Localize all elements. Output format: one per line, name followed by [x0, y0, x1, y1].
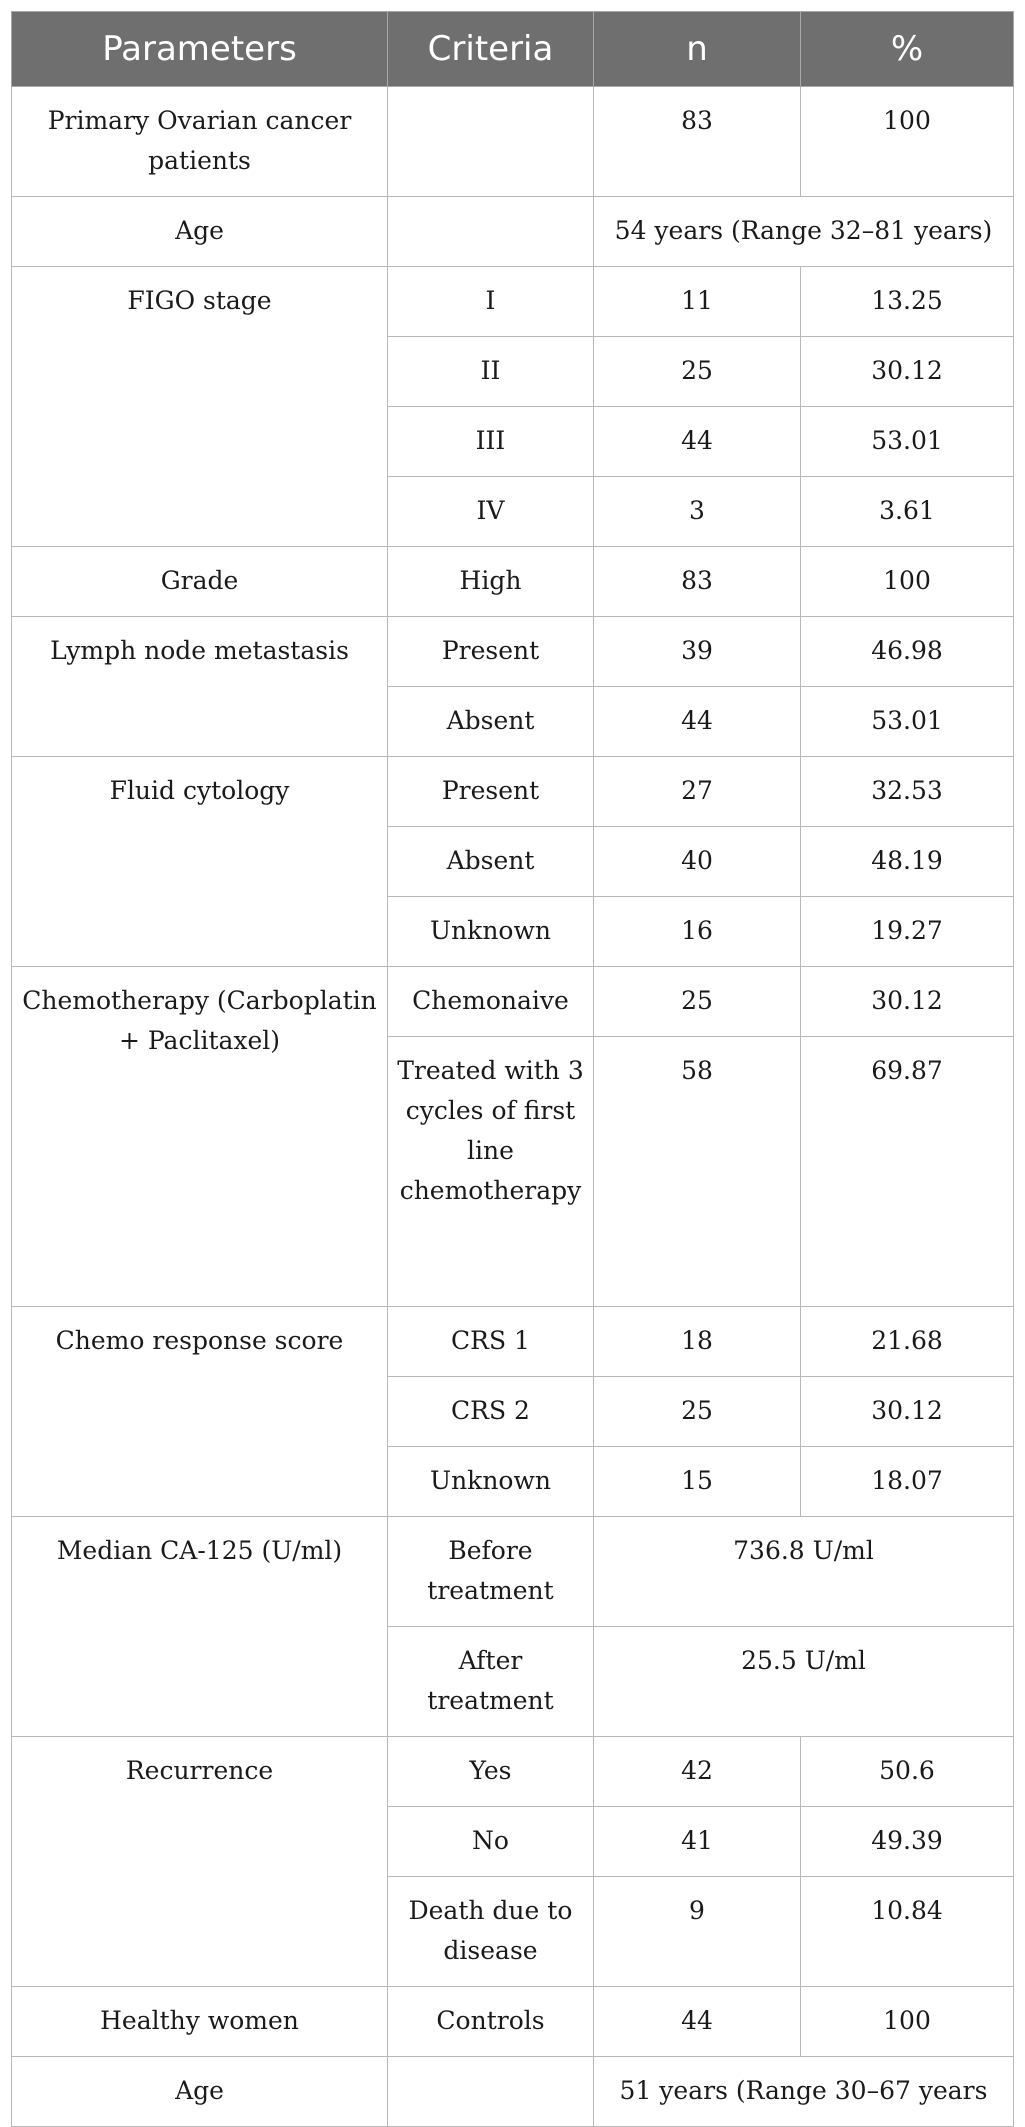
- percent-cell: 46.98: [801, 617, 1014, 687]
- parameter-cell: Healthy women: [12, 1987, 388, 2057]
- n-cell: 83: [594, 547, 801, 617]
- parameter-cell: Grade: [12, 547, 388, 617]
- n-cell: 9: [594, 1877, 801, 1987]
- criteria-cell: IV: [388, 477, 594, 547]
- table-row: [12, 967, 1014, 1037]
- criteria-cell: [388, 197, 594, 267]
- n-cell: 41: [594, 1807, 801, 1877]
- percent-cell: 69.87: [801, 1037, 1014, 1307]
- patient-characteristics-table: [11, 11, 1014, 2127]
- criteria-cell: Before treatment: [388, 1517, 594, 1627]
- table-row: [12, 1307, 1014, 1377]
- criteria-cell: Present: [388, 617, 594, 687]
- percent-cell: 30.12: [801, 1377, 1014, 1447]
- n-cell: 39: [594, 617, 801, 687]
- n-cell: 11: [594, 267, 801, 337]
- n-cell: 44: [594, 1987, 801, 2057]
- table-row: [12, 87, 1014, 197]
- criteria-cell: III: [388, 407, 594, 477]
- value-cell: 54 years (Range 32–81 years): [594, 197, 1014, 267]
- criteria-cell: Treated with 3 cycles of first line chemotherapy: [388, 1037, 594, 1307]
- n-cell: 25: [594, 337, 801, 407]
- parameter-cell: FIGO stage: [12, 267, 388, 547]
- n-cell: 58: [594, 1037, 801, 1307]
- criteria-cell: Absent: [388, 827, 594, 897]
- percent-cell: 21.68: [801, 1307, 1014, 1377]
- criteria-cell: Controls: [388, 1987, 594, 2057]
- header-row: [12, 12, 1014, 87]
- table-row: [12, 1517, 1014, 1627]
- percent-cell: 10.84: [801, 1877, 1014, 1987]
- percent-cell: 100: [801, 1987, 1014, 2057]
- criteria-cell: CRS 2: [388, 1377, 594, 1447]
- criteria-cell: [388, 2057, 594, 2127]
- n-cell: 40: [594, 827, 801, 897]
- n-cell: 44: [594, 687, 801, 757]
- percent-cell: 3.61: [801, 477, 1014, 547]
- parameter-cell: Fluid cytology: [12, 757, 388, 967]
- n-cell: 27: [594, 757, 801, 827]
- percent-cell: 53.01: [801, 407, 1014, 477]
- percent-cell: 18.07: [801, 1447, 1014, 1517]
- percent-cell: 100: [801, 87, 1014, 197]
- n-cell: 15: [594, 1447, 801, 1517]
- n-cell: 42: [594, 1737, 801, 1807]
- criteria-cell: II: [388, 337, 594, 407]
- value-cell: 51 years (Range 30–67 years: [594, 2057, 1014, 2127]
- criteria-cell: No: [388, 1807, 594, 1877]
- header-percent: %: [801, 12, 1014, 87]
- header-n: n: [594, 12, 801, 87]
- criteria-cell: CRS 1: [388, 1307, 594, 1377]
- criteria-cell: Chemonaive: [388, 967, 594, 1037]
- percent-cell: 53.01: [801, 687, 1014, 757]
- table-row: [12, 197, 1014, 267]
- table-row: [12, 757, 1014, 827]
- criteria-cell: After treatment: [388, 1627, 594, 1737]
- criteria-cell: Unknown: [388, 897, 594, 967]
- percent-cell: 30.12: [801, 967, 1014, 1037]
- n-cell: 44: [594, 407, 801, 477]
- n-cell: 3: [594, 477, 801, 547]
- criteria-cell: Unknown: [388, 1447, 594, 1517]
- n-cell: 16: [594, 897, 801, 967]
- criteria-cell: Present: [388, 757, 594, 827]
- percent-cell: 13.25: [801, 267, 1014, 337]
- percent-cell: 19.27: [801, 897, 1014, 967]
- table-row: [12, 1987, 1014, 2057]
- percent-cell: 32.53: [801, 757, 1014, 827]
- n-cell: 83: [594, 87, 801, 197]
- criteria-cell: Death due to disease: [388, 1877, 594, 1987]
- percent-cell: 49.39: [801, 1807, 1014, 1877]
- n-cell: 25: [594, 1377, 801, 1447]
- parameter-cell: Lymph node metastasis: [12, 617, 388, 757]
- value-cell: 25.5 U/ml: [594, 1627, 1014, 1737]
- table-row: [12, 547, 1014, 617]
- parameter-cell: Age: [12, 2057, 388, 2127]
- table-row: [12, 617, 1014, 687]
- criteria-cell: Absent: [388, 687, 594, 757]
- percent-cell: 100: [801, 547, 1014, 617]
- parameter-cell: Primary Ovarian cancer patients: [12, 87, 388, 197]
- criteria-cell: [388, 87, 594, 197]
- table-row: [12, 267, 1014, 337]
- value-cell: 736.8 U/ml: [594, 1517, 1014, 1627]
- percent-cell: 48.19: [801, 827, 1014, 897]
- percent-cell: 50.6: [801, 1737, 1014, 1807]
- table-row: [12, 1737, 1014, 1807]
- percent-cell: 30.12: [801, 337, 1014, 407]
- parameter-cell: Recurrence: [12, 1737, 388, 1987]
- parameter-cell: Chemotherapy (Carboplatin + Paclitaxel): [12, 967, 388, 1307]
- criteria-cell: Yes: [388, 1737, 594, 1807]
- header-criteria: Criteria: [388, 12, 594, 87]
- parameter-cell: Chemo response score: [12, 1307, 388, 1517]
- header-parameters: Parameters: [12, 12, 388, 87]
- criteria-cell: I: [388, 267, 594, 337]
- parameter-cell: Age: [12, 197, 388, 267]
- criteria-cell: High: [388, 547, 594, 617]
- n-cell: 18: [594, 1307, 801, 1377]
- parameter-cell: Median CA-125 (U/ml): [12, 1517, 388, 1737]
- table-row: [12, 2057, 1014, 2127]
- n-cell: 25: [594, 967, 801, 1037]
